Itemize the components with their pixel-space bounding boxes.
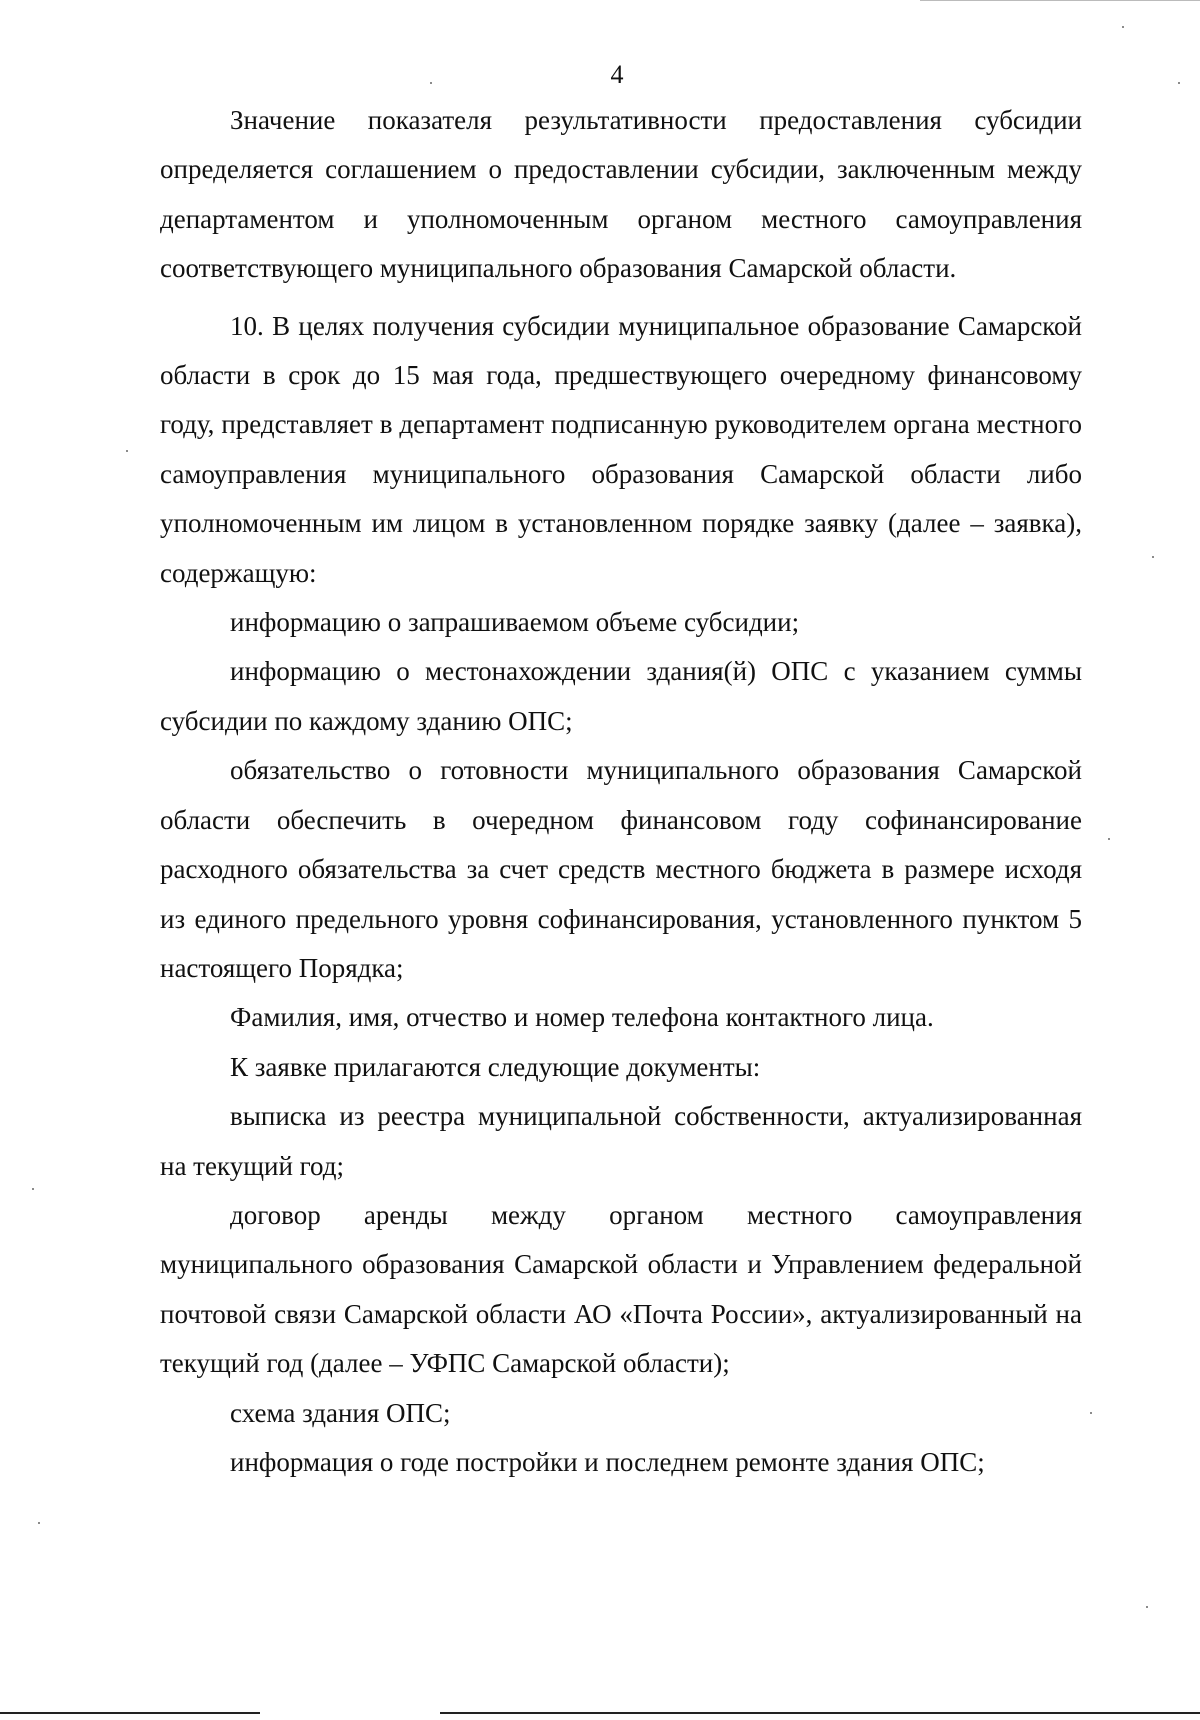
- scan-speck: [38, 1522, 40, 1524]
- scan-speck: [1122, 26, 1124, 28]
- document-body: [160, 96, 1082, 1487]
- paragraph-construction-year: информация о годе постройки и последнем ремонте здания ОПС;: [230, 1446, 985, 1477]
- paragraph-building-location: информацию о местонахождении здания(й) ОПС с указанием суммы субсидии по каждому зданию ОПС;: [160, 656, 1082, 736]
- scan-edge-bottom: [0, 1712, 260, 1714]
- paragraph-lease-agreement: договор аренды между органом местного самоуправления муниципального образования Самарской области и Управлением федеральной почтовой связи Самарской области АО «Почта России», актуализированный на текущий год (далее – УФПС Самарской области);: [160, 1199, 1082, 1379]
- scan-speck: [126, 450, 128, 452]
- scan-speck: [1178, 82, 1180, 84]
- scan-speck: [1090, 1412, 1092, 1414]
- scan-speck: [1146, 1606, 1148, 1608]
- paragraph-indicator-value: Значение показателя результативности предоставления субсидии определяется соглашением о предоставлении субсидии, заключенным между департаментом и уполномоченным органом местного самоуправления соответствующего муниципального образования Самарской области.: [160, 105, 1082, 284]
- scan-speck: [430, 82, 432, 84]
- paragraph-building-scheme: схема здания ОПС;: [230, 1397, 451, 1428]
- scan-edge-top: [920, 0, 1200, 1]
- paragraph-contact-person: Фамилия, имя, отчество и номер телефона контактного лица.: [230, 1002, 934, 1033]
- paragraph-subsidy-volume: информацию о запрашиваемом объеме субсидии;: [230, 607, 800, 638]
- scan-edge-bottom-right: [440, 1712, 1200, 1714]
- scan-speck: [1108, 838, 1110, 840]
- paragraph-cofinancing-obligation: обязательство о готовности муниципального образования Самарской области обеспечить в очередном финансовом году софинансирование расходного обязательства за счет средств местного бюджета в размере исходя из единого предельного уровня софинансирования, установленного пунктом 5 настоящего Порядка;: [160, 755, 1082, 983]
- paragraph-item-10: 10. В целях получения субсидии муниципальное образование Самарской области в срок до 15 мая года, предшествующего очередному финансовому году, представляет в департамент подписанную руководителем органа местного самоуправления муниципального образования Самарской области либо уполномоченным им лицом в установленном порядке заявку (далее – заявка), содержащую:: [160, 310, 1082, 588]
- paragraph-attached-documents: К заявке прилагаются следующие документы:: [230, 1051, 761, 1082]
- scan-speck: [1152, 556, 1154, 558]
- paragraph-registry-extract: выписка из реестра муниципальной собственности, актуализированная на текущий год;: [160, 1101, 1082, 1181]
- scan-speck: [32, 1188, 34, 1190]
- page-number: 4: [610, 60, 624, 89]
